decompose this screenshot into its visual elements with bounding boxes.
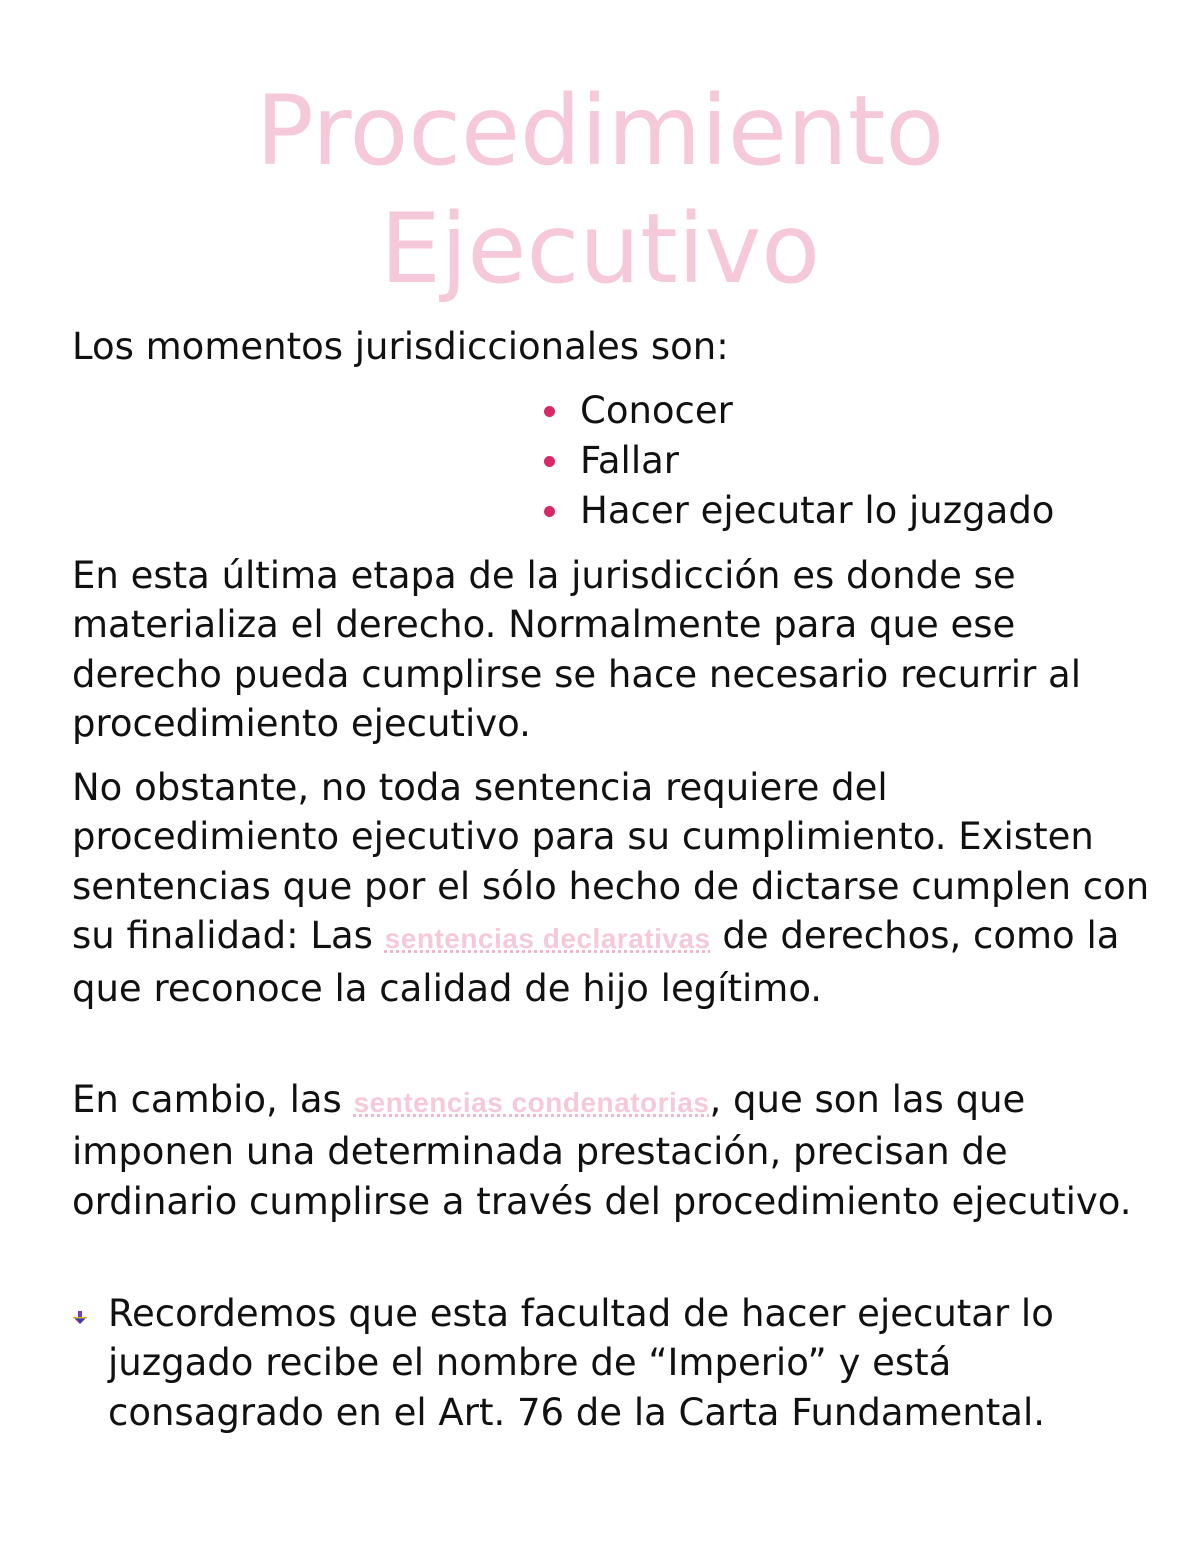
bullet-dot-icon	[544, 456, 555, 467]
intro-text: Los momentos jurisdiccionales son:	[72, 325, 729, 368]
moment-label: Hacer ejecutar lo juzgado	[580, 489, 1055, 532]
arrow-bullet-icon	[72, 1309, 88, 1325]
final-note-text: Recordemos que esta facultad de hacer ejecutar lo juzgado recibe el nombre de “Imperio” y está consagrado en el Art. 76 de la Carta Fundamental.	[108, 1292, 1054, 1434]
list-item	[540, 436, 1054, 486]
final-note	[72, 1289, 1152, 1437]
moment-label: Fallar	[580, 439, 680, 482]
paragraph-last-stage: En esta última etapa de la jurisdicción es donde se materializa el derecho. Normalmente para que ese derecho pueda cumplirse se hace necesario recurrir al procedimiento ejecutivo.	[72, 554, 1082, 746]
list-item	[540, 486, 1054, 536]
title-line-2: Ejecutivo	[380, 193, 820, 305]
moment-label: Conocer	[580, 389, 733, 432]
paragraph-text: , que son las que imponen una determinada prestación, precisan de ordinario cumplirse a través del procedimiento ejecutivo.	[72, 1078, 1132, 1223]
paragraph-condemnatory	[72, 1075, 1152, 1226]
paragraph-text: de derechos, como la que reconoce la calidad de hijo legítimo.	[72, 914, 1120, 1010]
page-title	[0, 72, 1200, 308]
paragraph-text: No obstante, no toda sentencia requiere del procedimiento ejecutivo para su cumplimiento. Existen sentencias que por el sólo hecho de dictarse cumplen con su finalidad: Las	[72, 766, 1150, 958]
term-condemnatory-sentences: sentencias condenatorias	[353, 1087, 710, 1118]
bullet-dot-icon	[544, 506, 555, 517]
list-item	[540, 386, 1054, 436]
moments-list	[540, 386, 1054, 536]
title-line-1: Procedimiento	[255, 75, 945, 187]
bullet-dot-icon	[544, 406, 555, 417]
paragraph-declarative	[72, 763, 1152, 1013]
term-declarative-sentences: sentencias declarativas	[384, 923, 711, 955]
paragraph-text: En cambio, las	[72, 1078, 354, 1121]
